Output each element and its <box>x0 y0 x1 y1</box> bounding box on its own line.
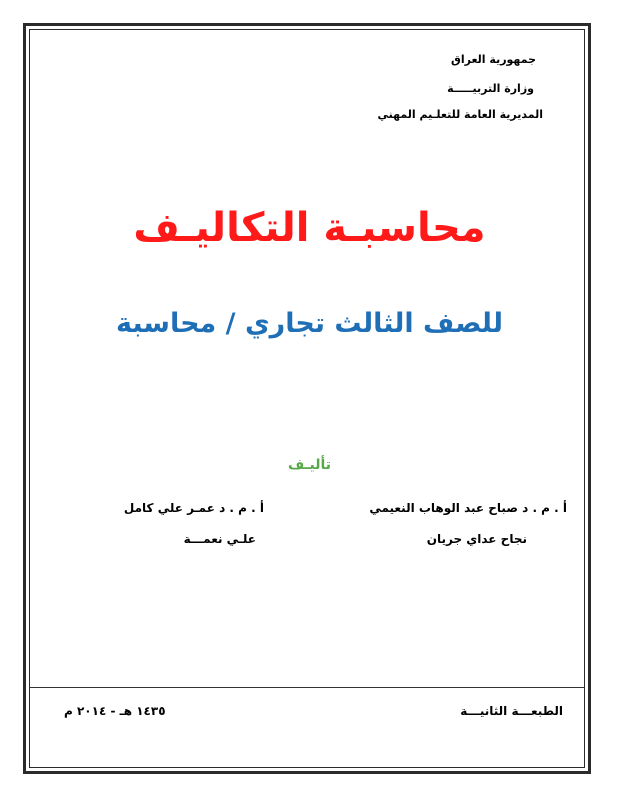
header-directorate: المديرية العامة للتعلـيم المهني <box>377 108 543 121</box>
edition-label: الطبعـــة الثانيـــة <box>460 704 563 718</box>
author-name: علـي نعمـــة <box>183 532 256 546</box>
book-subtitle: للصف الثالث تجاري / محاسبة <box>116 308 503 339</box>
footer-divider <box>30 687 584 688</box>
author-name: أ . م . د صباح عبد الوهاب النعيمي <box>369 501 567 515</box>
authors-heading: تأليـف <box>288 457 331 473</box>
header-ministry: وزارة التربيـــــة <box>447 82 534 95</box>
publication-year: ١٤٣٥ هـ - ٢٠١٤ م <box>64 704 166 718</box>
book-title: محاسبـة التكاليـف <box>133 205 486 251</box>
header-republic: جمهورية العراق <box>451 53 536 66</box>
inner-border <box>29 29 585 768</box>
author-name: أ . م . د عمـر علي كامل <box>123 501 264 515</box>
author-name: نجاح عداي جريان <box>426 532 527 546</box>
